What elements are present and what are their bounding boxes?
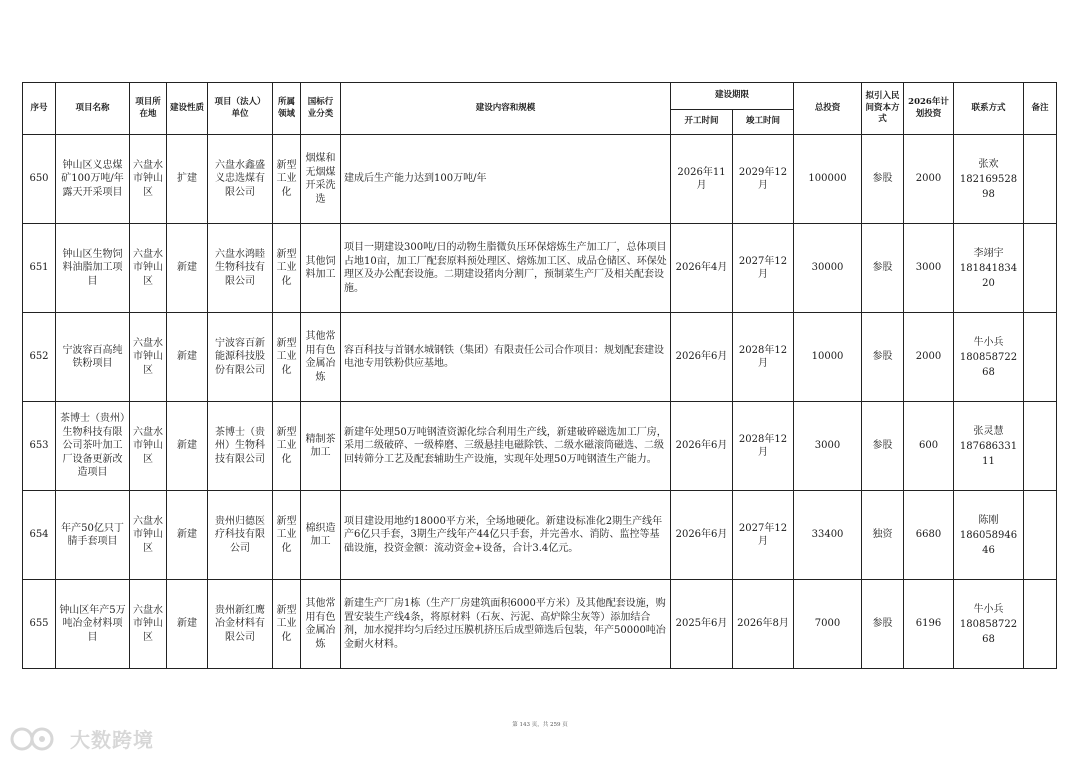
header-private-mode: 拟引入民间资本方式 [862, 83, 904, 135]
cell-unit: 茶博士（贵州）生物科技有限公司 [208, 402, 273, 491]
cell-contact [954, 313, 1024, 402]
cell-investment: 3000 [794, 402, 862, 491]
cell-content: 建成后生产能力达到100万吨/年 [341, 135, 671, 224]
cell-plan: 2000 [904, 313, 954, 402]
header-content: 建设内容和规模 [341, 83, 671, 135]
table-row [23, 402, 1057, 491]
cell-name: 钟山区年产5万吨冶金材料项目 [56, 580, 130, 669]
cell-investment: 33400 [794, 491, 862, 580]
cell-end: 2029年12月 [733, 135, 794, 224]
cell-start: 2025年6月 [671, 580, 733, 669]
cell-field: 新型工业化 [273, 224, 301, 313]
cell-seq: 654 [23, 491, 56, 580]
cell-start: 2026年4月 [671, 224, 733, 313]
header-remark: 备注 [1024, 83, 1057, 135]
cell-plan: 600 [904, 402, 954, 491]
cell-unit: 六盘水鑫盛义忠选煤有限公司 [208, 135, 273, 224]
cell-field: 新型工业化 [273, 402, 301, 491]
cell-contact [954, 580, 1024, 669]
cell-mode: 参股 [862, 313, 904, 402]
contact-name: 牛小兵 [973, 336, 1004, 348]
cell-contact [954, 491, 1024, 580]
cell-content: 项目一期建设300吨/日的动物生脂微负压环保熔炼生产加工厂，总体项目占地10亩，加工厂配套原料预处理区、熔炼加工区、成品仓储区、环保处理区及办公配套设施。二期建设猪肉分割厂，预制菜生产厂及相关配套设施。 [341, 224, 671, 313]
cell-unit: 六盘水鸿睦生物科技有限公司 [208, 224, 273, 313]
header-location: 项目所在地 [130, 83, 167, 135]
cell-investment: 100000 [794, 135, 862, 224]
cell-location: 六盘水市钟山区 [130, 313, 167, 402]
cell-plan: 3000 [904, 224, 954, 313]
cell-start: 2026年11月 [671, 135, 733, 224]
contact-name: 张欢 [978, 158, 999, 170]
cell-mode: 独资 [862, 491, 904, 580]
cell-contact [954, 135, 1024, 224]
cell-name: 钟山区义忠煤矿100万吨/年露天开采项目 [56, 135, 130, 224]
cell-content: 容百科技与首钢水城钢铁（集团）有限责任公司合作项目：规划配套建设电池专用铁粉供应基地。 [341, 313, 671, 402]
header-industry: 国标行业分类 [301, 83, 341, 135]
contact-name: 张灵慧 [973, 425, 1004, 437]
cell-field: 新型工业化 [273, 135, 301, 224]
cell-start: 2026年6月 [671, 402, 733, 491]
cell-mode: 参股 [862, 402, 904, 491]
cell-end: 2028年12月 [733, 313, 794, 402]
header-name: 项目名称 [56, 83, 130, 135]
contact-phone: 18216952898 [959, 173, 1018, 200]
table-row [23, 135, 1057, 224]
header-seq: 序号 [23, 83, 56, 135]
cell-name: 宁波容百高纯铁粉项目 [56, 313, 130, 402]
cell-name: 钟山区生物饲料油脂加工项目 [56, 224, 130, 313]
cell-end: 2028年12月 [733, 402, 794, 491]
cell-field: 新型工业化 [273, 313, 301, 402]
table-row [23, 580, 1057, 669]
cell-unit: 贵州归德医疗科技有限公司 [208, 491, 273, 580]
cell-seq: 653 [23, 402, 56, 491]
header-field: 所属领域 [273, 83, 301, 135]
cell-content: 新建年处理50万吨钢渣资源化综合利用生产线，新建破碎磁选加工厂房，采用二级破碎、一级棒磨、三级悬挂电磁除铁、二级水磁滚筒磁选、二级回转筛分工艺及配套辅助生产设施，实现年处理50万吨钢渣生产能力。 [341, 402, 671, 491]
contact-name: 李翊宇 [973, 247, 1004, 259]
cell-end: 2027年12月 [733, 491, 794, 580]
watermark-text: 大数跨境 [70, 728, 154, 752]
cell-nature: 扩建 [167, 135, 208, 224]
cell-nature: 新建 [167, 580, 208, 669]
contact-phone: 18605894646 [959, 529, 1018, 556]
header-investment: 总投资 [794, 83, 862, 135]
watermark [8, 724, 154, 753]
cell-industry: 其他饲料加工 [301, 224, 341, 313]
cell-content: 新建生产厂房1栋（生产厂房建筑面积6000平方米）及其他配套设施，购置安装生产线4条，将原材料（石灰、污泥、高炉除尘灰等）添加结合剂，加水搅拌均匀后经过压膜机挤压后成型筛选后包装，年产50000吨冶金耐火材料。 [341, 580, 671, 669]
cell-investment: 30000 [794, 224, 862, 313]
cell-plan: 2000 [904, 135, 954, 224]
table-row [23, 491, 1057, 580]
contact-phone: 18085872268 [959, 351, 1018, 378]
contact-name: 牛小兵 [973, 603, 1004, 615]
header-plan2026: 2026年计划投资 [904, 83, 954, 135]
cell-nature: 新建 [167, 491, 208, 580]
cell-contact [954, 224, 1024, 313]
cell-industry: 棉织造加工 [301, 491, 341, 580]
cell-location: 六盘水市钟山区 [130, 224, 167, 313]
cell-mode: 参股 [862, 580, 904, 669]
header-end: 竣工时间 [733, 110, 794, 135]
cell-remark [1024, 580, 1057, 669]
cell-remark [1024, 402, 1057, 491]
cell-name: 年产50亿只丁腈手套项目 [56, 491, 130, 580]
table-row [23, 224, 1057, 313]
cell-investment: 7000 [794, 580, 862, 669]
cell-start: 2026年6月 [671, 491, 733, 580]
cell-nature: 新建 [167, 402, 208, 491]
cell-remark [1024, 491, 1057, 580]
cell-name: 茶博士（贵州）生物科技有限公司茶叶加工厂设备更新改造项目 [56, 402, 130, 491]
cell-end: 2026年8月 [733, 580, 794, 669]
cell-industry: 其他常用有色金属冶炼 [301, 313, 341, 402]
cell-mode: 参股 [862, 224, 904, 313]
header-nature: 建设性质 [167, 83, 208, 135]
cell-seq: 655 [23, 580, 56, 669]
cell-location: 六盘水市钟山区 [130, 491, 167, 580]
contact-phone: 18768633111 [959, 440, 1018, 467]
cell-investment: 10000 [794, 313, 862, 402]
header-start: 开工时间 [671, 110, 733, 135]
header-period: 建设期限 [671, 83, 794, 110]
table-row [23, 313, 1057, 402]
cell-seq: 650 [23, 135, 56, 224]
table-header-row [23, 83, 1057, 110]
cell-plan: 6196 [904, 580, 954, 669]
cell-unit: 宁波容百新能源科技股份有限公司 [208, 313, 273, 402]
header-unit: 项目（法人）单位 [208, 83, 273, 135]
cell-industry: 烟煤和无烟煤开采洗选 [301, 135, 341, 224]
cell-remark [1024, 135, 1057, 224]
cell-industry: 精制茶加工 [301, 402, 341, 491]
cell-location: 六盘水市钟山区 [130, 580, 167, 669]
cell-seq: 651 [23, 224, 56, 313]
cell-industry: 其他常用有色金属冶炼 [301, 580, 341, 669]
cell-seq: 652 [23, 313, 56, 402]
cell-plan: 6680 [904, 491, 954, 580]
cell-field: 新型工业化 [273, 580, 301, 669]
cell-remark [1024, 224, 1057, 313]
cell-location: 六盘水市钟山区 [130, 402, 167, 491]
page-footer: 第 143 页，共 259 页 [512, 722, 568, 728]
cell-contact [954, 402, 1024, 491]
cell-location: 六盘水市钟山区 [130, 135, 167, 224]
contact-name: 陈刚 [978, 514, 999, 526]
watermark-logo-icon [8, 725, 64, 753]
cell-unit: 贵州新红鹰冶金材料有限公司 [208, 580, 273, 669]
cell-mode: 参股 [862, 135, 904, 224]
contact-phone: 18184183420 [959, 262, 1018, 289]
cell-nature: 新建 [167, 313, 208, 402]
cell-start: 2026年6月 [671, 313, 733, 402]
cell-nature: 新建 [167, 224, 208, 313]
contact-phone: 18085872268 [959, 618, 1018, 645]
cell-end: 2027年12月 [733, 224, 794, 313]
cell-content: 项目建设用地约18000平方米，全场地硬化。新建设标准化2期生产线年产6亿只手套，3期生产线年产44亿只手套，并完善水、消防、监控等基础设施，投资金额：流动资金+设备，合计3.4亿元。 [341, 491, 671, 580]
project-table [22, 82, 1057, 669]
header-contact: 联系方式 [954, 83, 1024, 135]
cell-field: 新型工业化 [273, 491, 301, 580]
cell-remark [1024, 313, 1057, 402]
